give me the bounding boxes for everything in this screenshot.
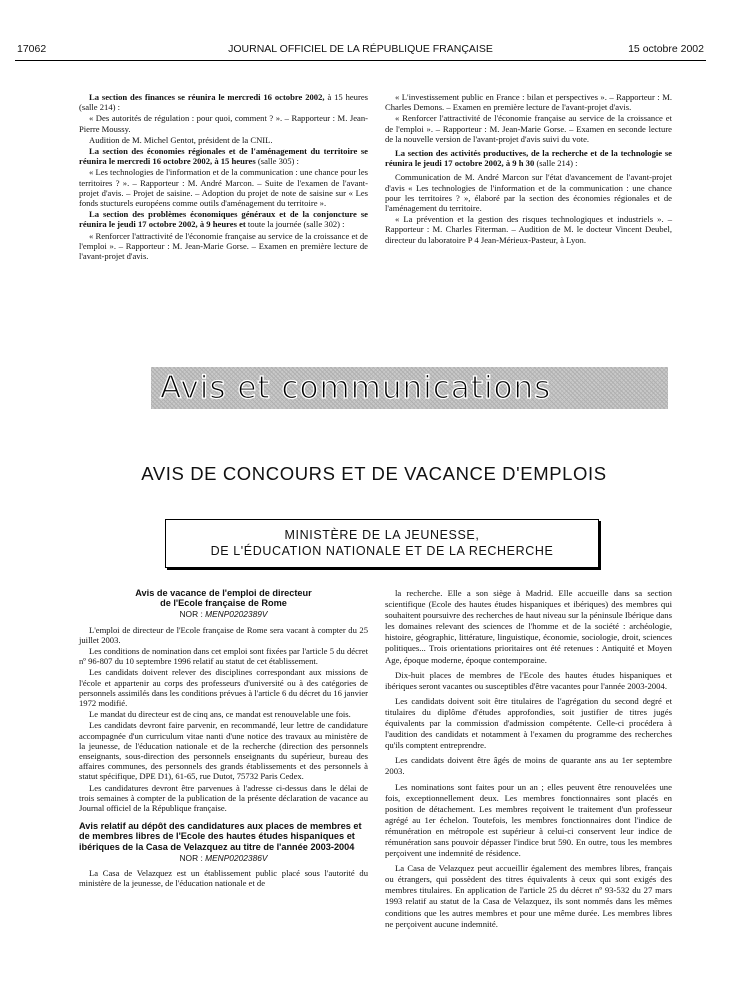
header-rule [15,60,706,61]
nor-reference: NOR : MENP0202389V [179,609,268,620]
nor-reference: NOR : MENP0202386V [179,852,268,863]
paragraph: Le mandat du directeur est de cinq ans, ce mandat est renouvelable une fois. [89,709,351,720]
top-right-column [385,92,672,246]
paragraph: L'emploi de directeur de l'Ecole française de Rome sera vacant à compter du 25 juillet 2003. [79,624,368,645]
paragraph: « L'investissement public en France : bilan et perspectives ». – Rapporteur : M. Charles Demons. – Examen en première lecture de l'avant-projet d'avis. [385,92,672,113]
paragraph: Audition de M. Michel Gentot, président de la CNIL. [89,134,273,145]
ministry-line-1: MINISTÈRE DE LA JEUNESSE, [284,528,480,542]
article-title: Avis relatif au dépôt des candidatures aux places de membres et de membres libres de l'Ecole des hautes études hispaniques et ibériques de la Casa de Velazquez au titre de l'année 2003-2004 [79,821,362,852]
paragraph: « Renforcer l'attractivité de l'économie française au service de la croissance et de l'emploi ». – Rapporteur : M. Jean-Marie Gorse. – Examen en première lecture de l'avant-projet d'avis. [79,230,368,262]
ministry-box [165,519,599,568]
paragraph: La section des finances se réunira le mercredi 16 octobre 2002, à 15 heures (salle 214) : [79,92,368,113]
paragraph: Les candidats doivent relever des disciplines correspondant aux missions de l'école et appartenir au corps des professeurs d'université ou à des catégories de personnels assimilés dans les conditions prévues à l'article 6 du décret du 16 janvier 1972 modifié. [79,667,368,709]
paragraph: « Des autorités de régulation : pour quoi, comment ? ». – Rapporteur : M. Jean-Pierre Moussy. [79,113,368,134]
paragraph: la recherche. Elle a son siège à Madrid. Elle accueille dans sa section scientifique (Ecole des hautes études hispaniques et ibériques) des membres qui souhaitent poursuivre des recherches de haut niveau sur la péninsule Ibérique dans les domaines relevant des sciences de l'homme et de la société : archéologie, histoire, géographic, littérature, linguistique, économie, sociologie, droit, sciences politiques... Trois orientations prioritaires ont été retenues : Antiquité et Moyen Age, époque moderne, époque contemporaine. [385,588,672,665]
paragraph: Les candidats doivent être âgés de moins de quarante ans au 1er septembre 2003. [385,755,672,777]
paragraph: La section des activités productives, de la recherche et de la technologie se réunira le jeudi 17 octobre 2002, à 9 h 30 (salle 214) : [385,148,672,169]
page-number: 17062 [17,43,47,55]
paragraph: Les nominations sont faites pour un an ; elles peuvent être renouvelées une fois, exceptionnellement deux. Les membres fonctionnaires sont placés en position de détachement. Les membres reçoivent le traitement d'un professeur agrégé au 1er échelon. Toutefois, les membres fonctionnaires dont l'indice de rémunération en métropole est supérieur à celui-ci conservent leur indice de rémunération sans pouvoir dépasser l'indice brut 590. En outre, tous les membres perçoivent une indemnité de résidence. [385,781,672,859]
paragraph: « Les technologies de l'information et de la communication : une chance pour les territoires ? ». – Rapporteur : M. André Marcon. – Suite de l'examen de l'avant-projet d'avis. – Projet de saisine. – Adoption du projet de note de saisine sur « Les fonds stucturels européens comme outils d'aménagement du territoire ». [79,167,368,209]
paragraph: Dix-huit places de membres de l'Ecole des hautes études hispaniques et ibériques seront vacantes ou susceptibles d'être vacantes pour l'année 2003-2004. [385,669,672,691]
paragraph: Les candidatures devront être parvenues à l'adresse ci-dessus dans le délai de trois semaines à compter de la publication de la présente déclaration de vacance au Journal officiel de la République française. [79,782,368,814]
page-header [17,43,704,59]
paragraph: La section des économies régionales et de l'aménagement du territoire se réunira le mercredi 16 octobre 2002, à 15 heures (salle 305) : [79,146,368,167]
article-title: Avis de vacance de l'emploi de directeur de l'Ecole française de Rome [135,588,312,609]
ministry-line-2: DE L'ÉDUCATION NATIONALE ET DE LA RECHERCHE [210,544,554,558]
paragraph: La section des problèmes économiques généraux et de la conjoncture se réunira le jeudi 17 octobre 2002, à 9 heures et toute la journée (salle 302) : [79,209,368,230]
bottom-left-column [79,588,368,889]
paragraph: Les conditions de nomination dans cet emploi sont fixées par l'article 5 du décret nº 96-807 du 10 septembre 1996 relatif au statut de cet établissement. [79,646,368,667]
top-left-column [79,92,368,262]
paragraph: « Renforcer l'attractivité de l'économie française au service de la croissance et de l'emploi ». – Rapporteur : M. Jean-Marie Gorse. – Examen en seconde lecture de la nouvelle version de l'avant-projet d'avis suivi du vote. [385,113,672,144]
paragraph: Communication de M. André Marcon sur l'état d'avancement de l'avant-projet d'avis « Les technologies de l'information et de la communication : une chance pour les territoires ? », élaboré par la section des économies régionales et de l'aménagement du territoire. [385,172,672,214]
bottom-right-column [385,588,672,934]
banner-title: Avis et communications [160,370,552,406]
paragraph: La Casa de Velazquez peut accueillir également des membres libres, français ou étrangers, qui possèdent des titres équivalents à ceux qui sont exigés des membres titulaires. En application de l'article 25 du décret nº 93-532 du 27 mars 1993 relatif au statut de la Casa de Velazquez, ils sont nommés dans les mêmes conditions que les autres membres et pour une même durée. Les membres libres ne perçoivent aucune indemnité. [385,863,672,929]
paragraph: Les candidats doivent soit être titulaires de l'agrégation du second degré et titulaires du diplôme d'études approfondies, soit justifier de titres jugés équivalents par la commission d'admission compétente. Celle-ci procédera à l'audition des candidats et notamment à l'examen du programme des recherches qu'ils comptent entreprendre. [385,695,672,751]
paragraph: La Casa de Velazquez est un établissement public placé sous l'autorité du ministère de la jeunesse, de l'éducation nationale et de [79,868,368,889]
paragraph: « La prévention et la gestion des risques technologiques et industriels ». – Rapporteur : M. Charles Fiterman. – Audition de M. le docteur Vincent Deubel, directeur du laboratoire P 4 Jean-Mérieux-Pasteur, à Lyon. [385,214,672,245]
journal-title: JOURNAL OFFICIEL DE LA RÉPUBLIQUE FRANÇAISE [228,43,493,55]
issue-date: 15 octobre 2002 [628,43,704,55]
section-title: AVIS DE CONCOURS ET DE VACANCE D'EMPLOIS [141,463,607,484]
paragraph: Les candidats devront faire parvenir, en recommandé, leur lettre de candidature accompagnée d'un curriculum vitae nanti d'une notice des travaux au ministère de la jeunesse, de l'éducation nationale et de la recherche (direction des personnels enseignants, sous-direction des personnels enseignants du supérieur, bureau des affaires communes, des personnels des grands établissements et des personnels à statut spécifique, DPE D1), 61-65, rue Dutot, 75732 Paris Cedex. [79,720,368,782]
